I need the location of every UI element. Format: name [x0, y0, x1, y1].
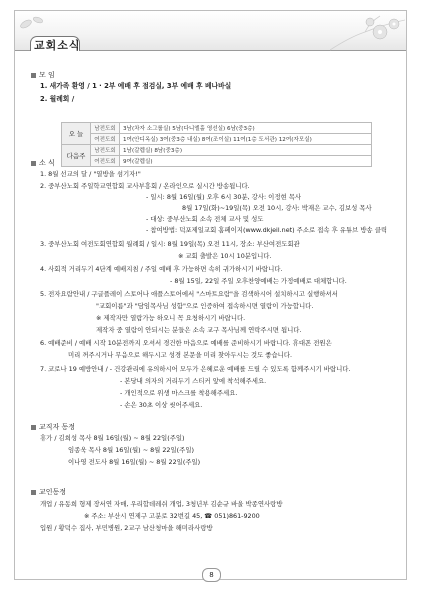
news-item-5-note: ※ 제작자만 열람가능 하오니 꼭 요청하시기 바랍니다. [96, 314, 246, 322]
section-title-gatherings [31, 70, 55, 80]
table-category: 남전도회 [91, 145, 120, 156]
news-item-5-detail: "교회이름"과 "담임목사님 성함"으로 인증하여 접속하시면 열람이 가능합니다. [96, 302, 314, 310]
next-week-label: 다음주 [62, 145, 91, 167]
flower-decoration-icon [330, 12, 405, 52]
newcomer-welcome: 1. 새가족 환영 / 1 · 2부 예배 후 점검실, 3부 예배 후 베나바실 [40, 82, 232, 90]
square-bullet-icon [31, 161, 36, 166]
section-label: 모 임 [39, 71, 55, 79]
news-item-2-detail: - 일시: 8월 16일(월) 오후 6시 30분, 강사: 이정현 목사 [146, 193, 302, 201]
leaf-decoration-icon [16, 12, 56, 38]
monthly-meeting-label: 2. 월례회 / [40, 95, 75, 103]
news-item-7-detail: - 손은 30초 이상 씻어주세요. [120, 401, 203, 409]
news-item-2: 2. 중부산노회 주일학교연합회 교사부흥회 / 온라인으로 실시간 방송됩니다. [40, 182, 250, 190]
member-news-opening: 개업 / 유동희 형제 장서연 자매, 우리합데레쉬 개업, 3청년부 김순규 바울 박종연사랑방 [40, 500, 283, 508]
section-label: 교직자 동정 [39, 423, 76, 431]
member-news-address: ※ 주소: 부산시 연제구 고분로 32번길 45, ☎ 051)861-9200 [84, 512, 260, 520]
section-title-members [31, 487, 66, 497]
news-item-7-detail: - 본당내 의자의 거리두기 스티커 앞에 착석해주세요. [120, 377, 267, 385]
news-item-6: 6. 예배준비 / 예배 시작 10분전까지 오셔서 경건한 마음으로 예배를 준비하시기 바랍니다. 휴대폰 전원은 [40, 339, 332, 347]
table-category: 남전도회 [91, 123, 120, 134]
clergy-vacation-3: 이나영 전도사 8월 16일(월) ~ 8월 22일(주일) [68, 458, 201, 466]
table-value: 9여(갈렙실) [120, 156, 372, 167]
clergy-vacation-1: 휴가 / 김희성 목사 8월 16일(월) ~ 8월 22일(주일) [40, 434, 185, 442]
section-label: 교인동정 [39, 488, 67, 496]
table-value: 3남(차자 소그룹실) 5남(다니엘홀 영선실) 6남(중3층) [120, 123, 372, 134]
square-bullet-icon [31, 490, 36, 495]
member-news-hospital: 입원 / 황덕수 집사, 부민병원, 2교구 남산청마을 해미라사랑방 [40, 524, 213, 532]
square-bullet-icon [31, 73, 36, 78]
news-item-7: 7. 코로나 19 예방안내 / - 건강관리에 유의하시어 모두가 은혜로운 예배를 드릴 수 있도록 함께주시기 바랍니다. [40, 365, 351, 373]
section-title-clergy [31, 422, 75, 432]
today-label: 오 늘 [62, 123, 91, 145]
table-row [62, 156, 372, 167]
news-item-1: 1. 8월 선교의 달 / "열방을 섬기자!" [40, 170, 141, 178]
news-item-2-detail: - 참여방법: 덕포제일교회 홈페이지(www.dkjeil.net) 주소로 접속 후 유튜브 방송 클릭 [146, 226, 388, 234]
news-item-3-note: ※ 교회 출발은 10시 10분입니다. [178, 252, 272, 260]
news-item-7-detail: - 개인적으로 위생 마스크를 착용해주세요. [120, 389, 238, 397]
news-item-4: 4. 사회적 거리두기 4단계 예배지침 / 주일 예배 후 가능하면 속히 귀가하시기 바랍니다. [40, 265, 283, 273]
square-bullet-icon [31, 425, 36, 430]
news-item-4-detail: - 8월 15일, 22일 주일 오후찬양예배는 가정예배로 대체합니다. [170, 277, 347, 285]
news-item-3: 3. 중부산노회 여전도회연합회 월례회 / 일시: 8월 19일(목) 오전 11시, 장소: 부산여전도회관 [40, 240, 300, 248]
section-label: 소 식 [39, 159, 55, 167]
news-item-2-detail: - 대상: 중부산노회 소속 전체 교사 및 성도 [146, 215, 264, 223]
monthly-meeting-table [61, 122, 372, 167]
table-category: 여전도회 [91, 156, 120, 167]
news-item-2-detail: 8월 17일(화)~19일(목) 오전 10시, 강사: 박재은 교수, 김보성 목사 [182, 204, 372, 212]
news-item-6-detail: 미리 꺼주시거나 무음으로 해두시고 성경 본문을 미리 찾아두시는 것도 좋습니다. [68, 351, 293, 359]
clergy-vacation-2: 임종욱 목사 8월 16일(월) ~ 8월 22일(주일) [68, 446, 194, 454]
news-item-5: 5. 전자요람안내 / 구글플레이 스토어나 애플스토어에서 "스마트요람"을 검색하시어 설치하시고 실행하셔서 [40, 290, 338, 298]
table-row [62, 134, 372, 145]
section-title-news [31, 158, 55, 168]
table-value: 1여(안디옥실) 3여(중3층 내실) 8여(조이실) 11여(1층 도서관) 12여(자모실) [120, 134, 372, 145]
page-title: 교회소식 [34, 39, 81, 52]
table-value: 1남(갈렙실) 8남(중3층) [120, 145, 372, 156]
table-category: 여전도회 [91, 134, 120, 145]
table-row [62, 123, 372, 134]
table-row [62, 145, 372, 156]
news-item-5-detail: 제작자 중 열람이 안되시는 분들은 소속 교구 목사님께 연락주시면 됩니다. [96, 326, 302, 334]
page-number: 8 [202, 568, 221, 582]
